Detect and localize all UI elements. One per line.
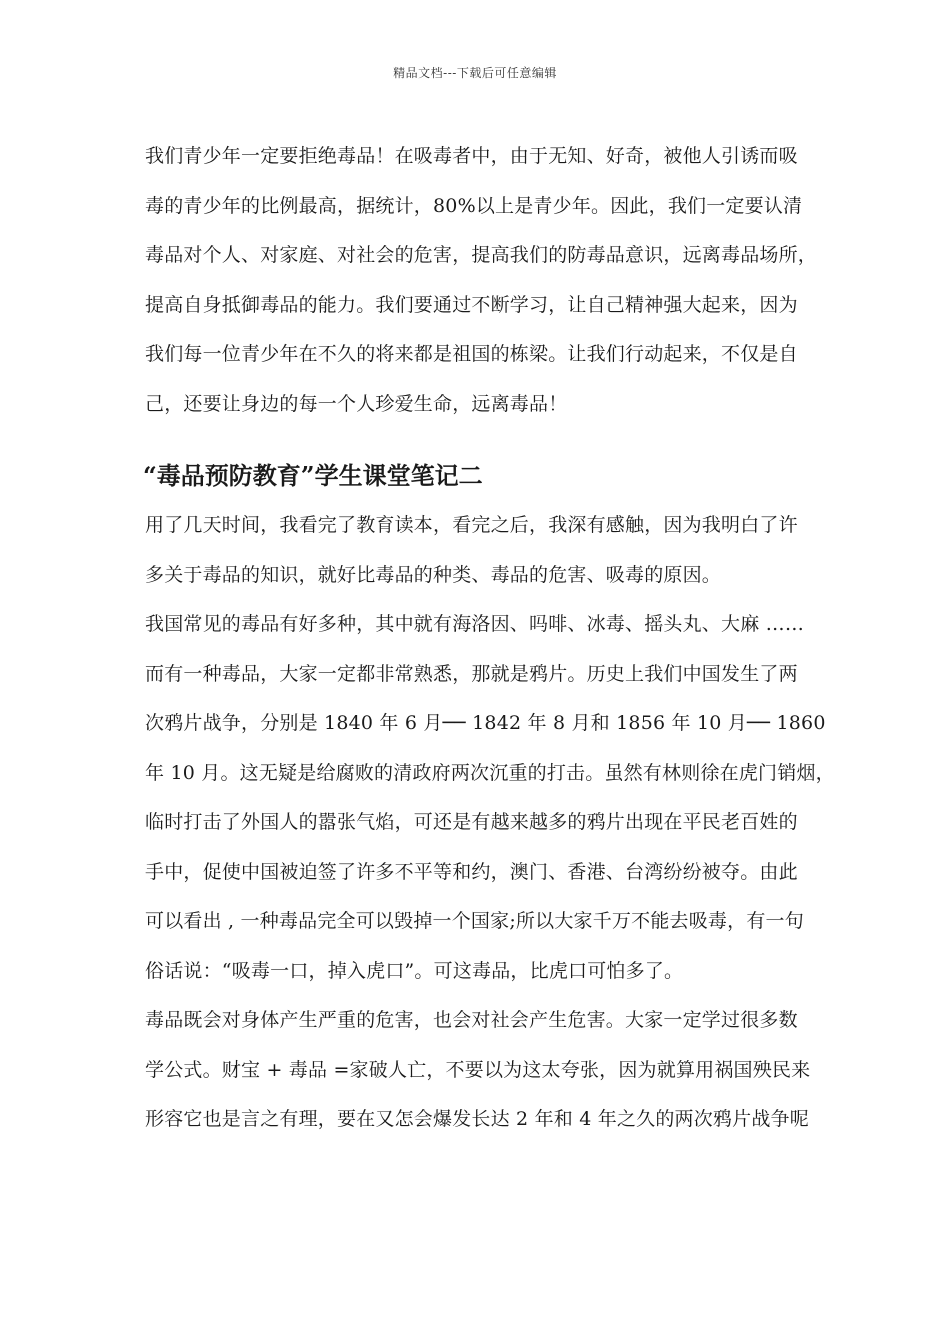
- text-line: 毒品既会对身体产生严重的危害，也会对社会产生危害。大家一定学过很多数: [145, 1009, 798, 1031]
- text-line: 我们每一位青少年在不久的将来都是祖国的栋梁。让我们行动起来，不仅是自: [145, 343, 798, 365]
- paragraph-1: [145, 132, 820, 429]
- text-line: 学公式。财宝 + 毒品 =家破人亡，不要以为这太夸张，因为就算用祸国殃民来: [145, 1058, 811, 1081]
- text-line: 而有一种毒品，大家一定都非常熟悉，那就是鸦片。历史上我们中国发生了两: [145, 662, 798, 685]
- text-line: 形容它也是言之有理，要在又怎会爆发长达 2 年和 4 年之久的两次鸦片战争呢: [145, 1108, 809, 1130]
- document-body: [143, 132, 835, 1145]
- text-line: 己，还要让身边的每一个人珍爱生命，远离毒品！: [145, 392, 568, 415]
- text-line: 可以看出 , 一种毒品完全可以毁掉一个国家;所以大家千万不能去吸毒，有一句: [145, 910, 804, 932]
- text-line: 临时打击了外国人的嚣张气焰，可还是有越来越多的鸦片出现在平民老百姓的: [145, 811, 798, 833]
- text-line: 我们青少年一定要拒绝毒品！在吸毒者中，由于无知、好奇，被他人引诱而吸: [145, 145, 798, 167]
- text-line: 我国常见的毒品有好多种，其中就有海洛因、吗啡、冰毒、摇头丸、大麻 ……: [145, 613, 805, 635]
- text-line: 提高自身抵御毒品的能力。我们要通过不断学习，让自己精神强大起来，因为: [145, 293, 798, 316]
- text-line: 毒的青少年的比例最高，据统计，80%以上是青少年。因此，我们一定要认清: [145, 194, 803, 217]
- text-line: 年 10 月。这无疑是给腐败的清政府两次沉重的打击。虽然有林则徐在虎门销烟，: [145, 761, 835, 784]
- text-line: 用了几天时间，我看完了教育读本，看完之后，我深有感触，因为我明白了许: [145, 514, 798, 536]
- text-line: 次鸦片战争，分别是 1840 年 6 月── 1842 年 8 月和 1856 年 10 月── 1860: [145, 712, 826, 734]
- text-line: 手中，促使中国被迫签了许多不平等和约，澳门、香港、台湾纷纷被夺。由此: [145, 860, 798, 883]
- text-line: 毒品对个人、对家庭、对社会的危害，提高我们的防毒品意识，远离毒品场所，: [145, 244, 818, 266]
- text-line: 多关于毒品的知识，就好比毒品的种类、毒品的危害、吸毒的原因。: [145, 563, 722, 586]
- paragraph-2: [145, 501, 835, 1145]
- section-heading: “毒品预防教育”学生课堂笔记二: [143, 461, 483, 490]
- text-line: 俗话说：“吸毒一口，掉入虎口”。可这毒品，比虎口可怕多了。: [145, 959, 684, 982]
- header-note: 精品文档---下载后可任意编辑: [393, 66, 557, 80]
